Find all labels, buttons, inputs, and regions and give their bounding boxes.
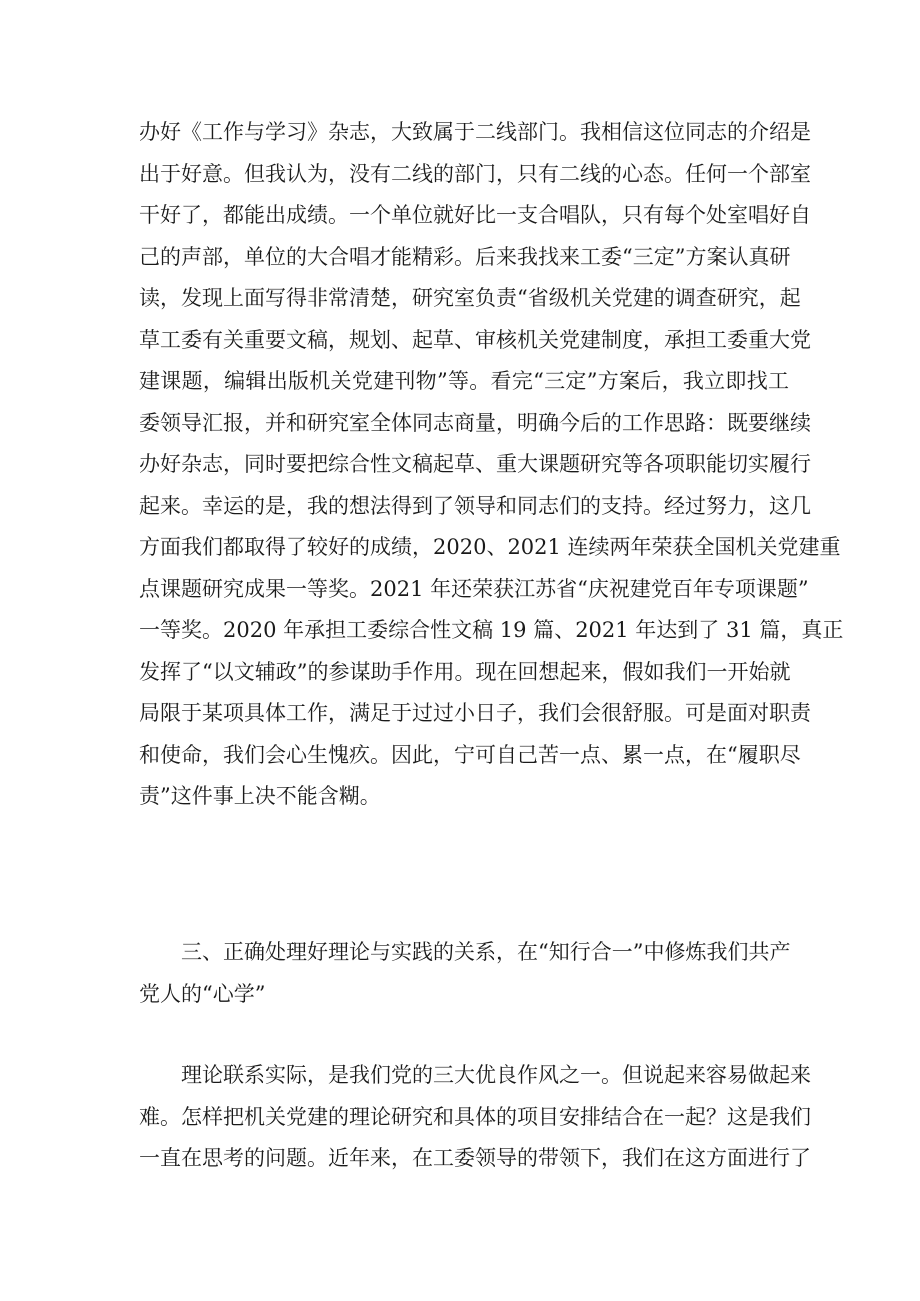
text-line: 责”这件事上决不能含糊。 <box>139 784 381 808</box>
paragraph-body-1 <box>139 112 844 818</box>
text-line: 干好了，都能出成绩。一个单位就好比一支合唱队，只有每个处室唱好自 <box>139 203 811 227</box>
text-line: 方面我们都取得了较好的成绩，2020、2021 连续两年荣获全国机关党建重 <box>139 535 841 559</box>
text-line: 建课题，编辑出版机关党建刊物”等。看完“三定”方案后，我立即找工 <box>139 369 789 393</box>
text-line: 办好《工作与学习》杂志，大致属于二线部门。我相信这位同志的介绍是 <box>139 120 811 144</box>
text-line: 局限于某项具体工作，满足于过过小日子，我们会很舒服。可是面对职责 <box>139 701 811 725</box>
text-line: 委领导汇报，并和研究室全体同志商量，明确今后的工作思路：既要继续 <box>139 410 811 435</box>
text-line: 办好杂志，同时要把综合性文稿起草、重大课题研究等各项职能切实履行 <box>139 452 811 476</box>
text-line: 起来。幸运的是，我的想法得到了领导和同志们的支持。经过努力，这几 <box>139 493 811 518</box>
text-line: 草工委有关重要文稿，规划、起草、审核机关党建制度，承担工委重大党 <box>139 327 811 352</box>
section-heading <box>139 932 789 1015</box>
text-line: 发挥了“以文辅政”的参谋助手作用。现在回想起来，假如我们一开始就 <box>139 659 791 684</box>
text-line: 点课题研究成果一等奖。2021 年还荣获江苏省“庆祝建党百年专项课题” <box>139 576 809 601</box>
text-line: 一直在思考的问题。近年来，在工委领导的带领下，我们在这方面进行了 <box>139 1146 811 1170</box>
text-line: 和使命，我们会心生愧疚。因此，宁可自己苦一点、累一点，在“履职尽 <box>139 742 801 767</box>
paragraph-body-2 <box>139 1055 811 1180</box>
text-line: 难。怎样把机关党建的理论研究和具体的项目安排结合在一起？这是我们 <box>139 1104 811 1129</box>
text-line: 出于好意。但我认为，没有二线的部门，只有二线的心态。任何一个部室 <box>139 161 811 186</box>
text-line: 理论联系实际，是我们党的三大优良作风之一。但说起来容易做起来 <box>181 1063 811 1087</box>
heading-line: 三、正确处理好理论与实践的关系，在“知行合一”中修炼我们共产 <box>181 940 791 964</box>
text-line: 己的声部，单位的大合唱才能精彩。后来我找来工委“三定”方案认真研 <box>139 244 791 269</box>
text-line: 一等奖。2020 年承担工委综合性文稿 19 篇、2021 年达到了 31 篇，真正 <box>139 618 844 642</box>
text-line: 读，发现上面写得非常清楚，研究室负责“省级机关党建的调查研究，起 <box>139 286 801 310</box>
heading-line: 党人的“心学” <box>139 981 266 1006</box>
